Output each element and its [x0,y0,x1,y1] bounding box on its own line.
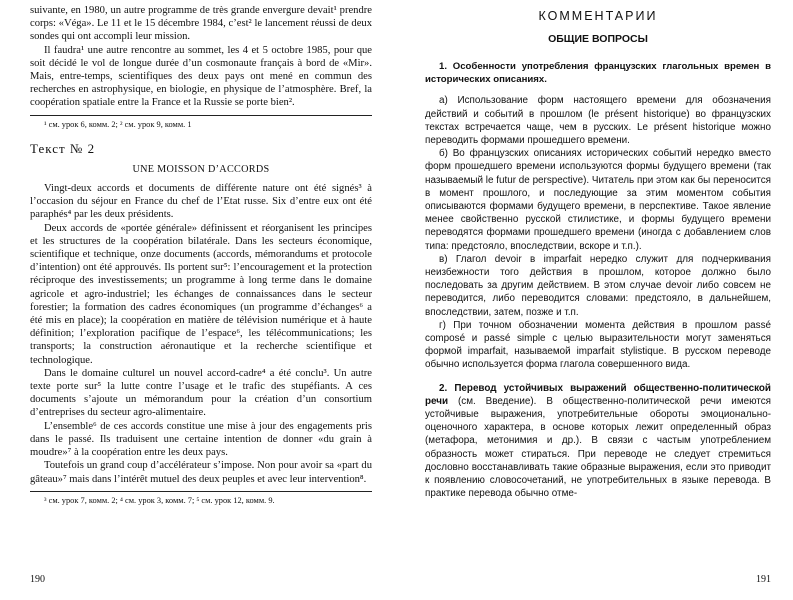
intro-paragraph: suivante, en 1980, un autre programme de très grande envergure devait¹ prendre corps: «Véga». Le 11 et le 15 décembre 1984, c’est² le lancement réussi de deux sondes qui ont accompli leur mission. [30,5,372,43]
body-paragraph: Deux accords de «portée générale» définissent et réorganisent les principes et les structures de la coopération bilatérale. Dans les secteurs économique, scientifique et technique, onze documents (accords, mémorandums et protocole d’intention) ont été approuvés. Ils portent sur⁵: l’encouragement et la protection réciproque des investissements; un programme à long terme dans le domaine agricole et agro-industriel; les échanges de connaissances dans le secteur forestier; la formation des cadres économiques (un programme d’échanges⁶ a été mis en place); la coopération en matière de télévision numérique et à haute définition; l’exploration pacifique de l’espace⁶, les télécommunications; les transports; la construction aéronautique et la recherche scientifique et technologique. [30,222,372,366]
footnote: ³ см. урок 7, комм. 2; ⁴ см. урок 3, комм. 7; ⁵ см. урок 12, комм. 9. [44,495,275,505]
footnote-divider [30,491,372,492]
page-number: 191 [756,574,771,585]
right-text-column [425,4,771,501]
section-title: Текст № 2 [30,140,96,156]
footnote: ¹ см. урок 6, комм. 2; ² см. урок 9, комм. 1 [44,119,192,129]
right-page [397,0,793,600]
section-heading: 2. Перевод устойчивых выражений общественно-политической речи [425,382,771,407]
commentary-item: б) Во французских описаниях исторических событий нередко вместо форм прошедшего времени используются формы будущего времени (так называемый le futur de perspective). Читатель при этом как бы переносится в момент прошлого, и последующие за этим моментом события описываются формами будущего времени, в перспективе. Такое явление менее свойственно русской стилистике, и формы будущего времени переводятся формами прошедшего времени (иногда с добавлением слов типа: предстояло, впоследствии, вскоре и т.п.). [425,148,771,252]
body-paragraph: Vingt-deux accords et documents de différente nature ont été signés³ à l’occasion du séjour en France du chef de l’Etat russe. Six d’entre eux ont été paraphés⁴ par les deux présidents. [30,183,372,221]
left-text-column [30,4,372,512]
commentary-item: г) При точном обозначении момента действия в прошлом passé composé и passé simple с целью выразительности могут заменяться формой imparfait, называемой imparfait stylistique. В русском переводе обычно используется форма глагола совершенного вида. [425,319,771,371]
commentary-item: в) Глагол devoir в imparfait нередко служит для подчеркивания неизбежности того действия в прошлом, которое должно было последовать за другим действием. В этом случае devoir либо совсем не переводится, либо переводится словами: предстояло, в дальнейшем, впоследствии, затем, позже и т.п. [425,253,771,318]
section-text: (см. Введение). В общественно-политической речи имеются устойчивые выражения, употребительные обороты эмоционально-оценочного характера, в основе которых лежит определенный образ (метафора, метонимия и др.). В связи с частым употреблением образность может стираться. При переводе не следует стремиться дословно восстанавливать такие образные выражения, если это приводит к появлению словосочетаний, не употребительных в языке перевода. В практике перевода обычно отме- [425,395,771,500]
commentary-subtitle: ОБЩИЕ ВОПРОСЫ [548,33,648,46]
left-page [0,0,396,600]
body-paragraph: L’ensemble⁶ de ces accords constitue une mise à jour des engagements pris dans le passé. Ils traduisent une certaine intention de donner «du grain à moudre»⁷ à la coopération entre les deux pays. [30,420,372,459]
commentary-title: КОММЕНТАРИИ [538,9,658,23]
footnote-divider [30,115,372,116]
intro-paragraph: Il faudra¹ une autre rencontre au sommet, les 4 et 5 octobre 1985, pour que soit décidé le vol de longue durée d’un cosmonaute français à bord de «Mir». Mais, entre-temps, scientifiques des deux pays ont mené en commun des recherches en astrophysique, en biologie, en physique de l’atmosphère. Bref, la coopération spatiale entre la France et la Russie se porte bien². [30,44,372,109]
section-heading: 1. Особенности употребления французских глагольных времен в исторических описаниях. [425,61,771,86]
body-paragraph: Toutefois un grand coup d’accélérateur s’impose. Non pour avoir sa «part du gâteau»⁷ mais dans l’intérêt mutuel des deux peuples et avec leur intervention⁸. [30,460,372,485]
body-paragraph: Dans le domaine culturel un nouvel accord-cadre⁴ a été conclu³. Un autre texte porte sur⁵ la lutte contre l’usage et le trafic des stupéfiants. A ces documents s’ajoute un mémorandum pour la création d’un consortium d’entreprises du secteur agro-alimentaire. [30,367,372,419]
section-2-paragraph [425,382,771,501]
commentary-item: а) Использование форм настоящего времени для обозначения действий и событий в прошлом (le présent historique) во французских текстах встречается чаще, чем в русских. Le présent historique можно переводить формами прошедшего времени. [425,95,771,147]
text-heading: UNE MOISSON D’ACCORDS [132,163,270,175]
page-number: 190 [30,574,45,585]
